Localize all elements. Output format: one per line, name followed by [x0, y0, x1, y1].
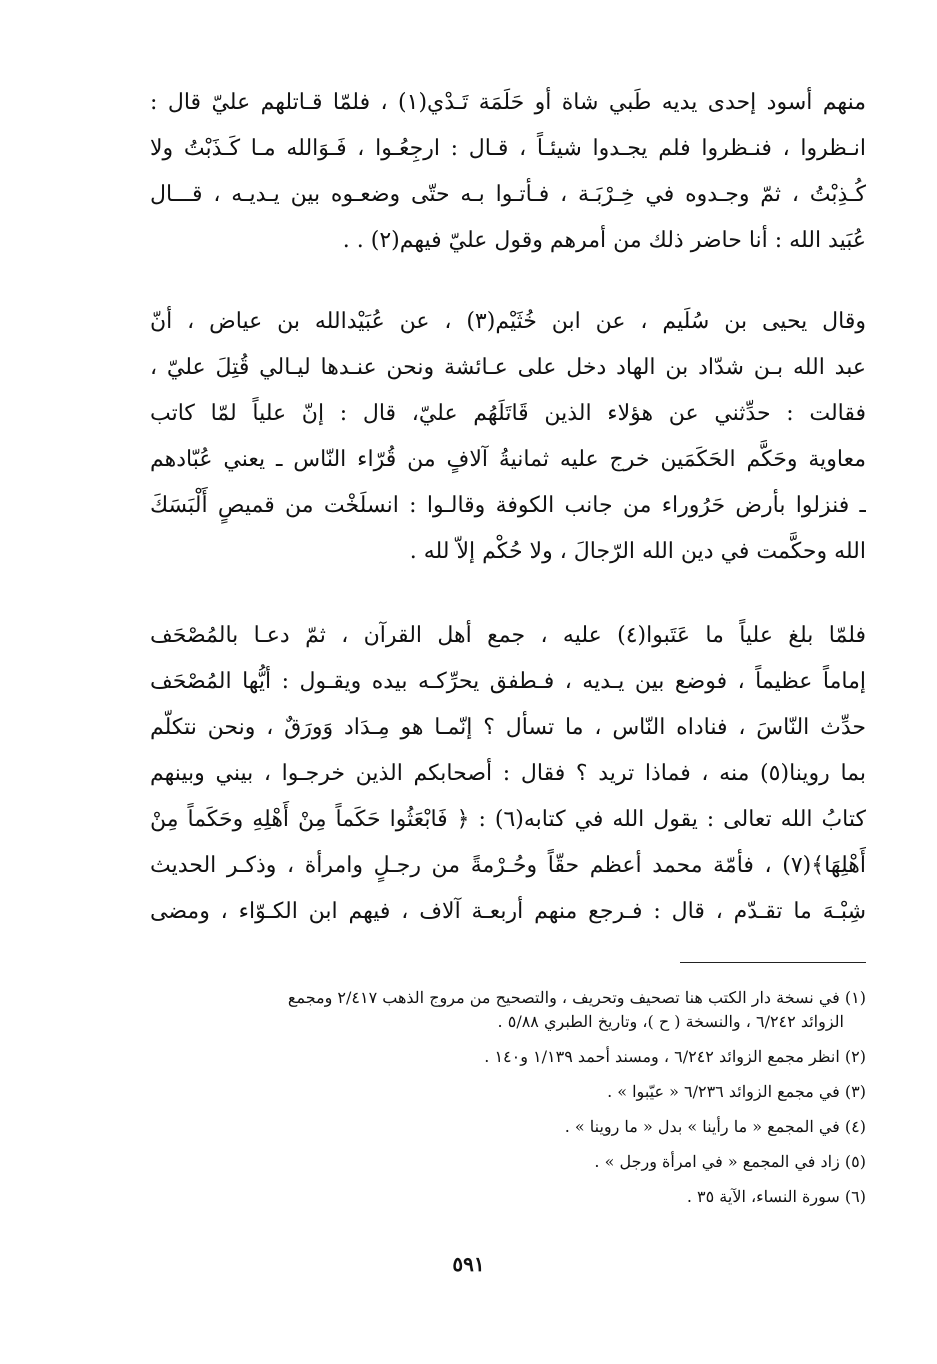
paragraph-2	[150, 299, 866, 575]
text-line: حدِّث النّاسَ ، فناداه النّاس ، ما تسأل ؟ إنّمـا هو مِـدَاد وَورَقٌ ، ونحن نتكلّم	[150, 715, 866, 740]
footnote-line: (٦) سورة النساء، الآية ٣٥ .	[686, 1187, 866, 1206]
text-line: شِبْـهَ ما تقـدّم ، قال : فـرجع منهم أربعـة آلاف ، فيهم ابن الكـوّاء ، ومضى	[150, 899, 866, 924]
footnote-line: (١) في نسخة دار الكتب هنا تصحيف وتحريف ، والتصحيح من مروج الذهب ٢/٤١٧ ومجمع	[287, 988, 866, 1007]
page-number: ٥٩١	[452, 1252, 485, 1276]
footnotes	[150, 986, 866, 1220]
footnote-line: الزوائد ٦/٢٤٢ ، والنسخة ( ح )، وتاريخ الطبري ٥/٨٨ .	[497, 1012, 844, 1031]
footnote-4	[150, 1115, 866, 1139]
footnote-6	[150, 1185, 866, 1209]
text-line: انـظروا ، فنـظروا فلم يجـدوا شيئـاً ، قـال : ارجِعُـوا ، فَـوَالله مـا كَـذَبْتُ ولا	[150, 136, 866, 161]
text-line: بما روينا(٥) منه ، فماذا تريد ؟ فقال : أصحابكم الذين خرجـوا ، بيني وبينهم	[150, 761, 866, 786]
footnote-2	[150, 1045, 866, 1069]
footnote-separator	[680, 962, 866, 963]
paragraph-3	[150, 613, 866, 935]
footnote-3	[150, 1080, 866, 1104]
text-line: فلمّا بلغ علياً ما عَتَبوا(٤) عليه ، جمع أهل القرآن ، ثمّ دعـا بالمُصْحَف	[150, 623, 866, 648]
footnote-line: (٢) انظر مجمع الزوائد ٦/٢٤٢ ، ومسند أحمد ١/١٣٩ و١٤٠ .	[484, 1047, 866, 1066]
footnote-line: (٤) في المجمع « ما رأينا » بدل « ما روينا » .	[564, 1117, 866, 1136]
text-line: عُبَيد الله : أنا حاضر ذلك من أمرهم وقول عليّ فيهم(٢) . .	[342, 228, 866, 253]
paragraph-1	[150, 80, 866, 264]
footnote-line: (٥) زاد في المجمع « في امرأة ورجل » .	[594, 1152, 866, 1171]
text-line: أَهْلِهَا﴾(٧) ، فأمّة محمد أعظم حقّاً وحُـرْمةً من رجـلٍ وامرأة ، وذكـر الحديث	[150, 853, 866, 878]
text-line: إماماً عظيماً ، فوضع بين يـديه ، فـطفق يحرِّكـه بيده ويقـول : أيُّها المُصْحَف	[150, 669, 866, 694]
text-line: ـ فنزلوا بأرض حَرُوراء من جانب الكوفة وقالـوا : انسلَخْت من قميصٍ أَلْبَسَكَ	[150, 493, 866, 518]
text-line: وقال يحيى بن سُلَيم ، عن ابن خُثَيْم(٣) ، عن عُبَيْدالله بن عياض ، أنّ	[150, 309, 866, 334]
text-line: منهم أسود إحدى يديه طَبي شاة أو حَلَمَة تَـدْي(١) ، فلمّا قـاتلهم عليّ قال :	[150, 90, 866, 115]
footnote-line: (٣) في مجمع الزوائد ٦/٢٣٦ « عيّبوا » .	[607, 1082, 866, 1101]
footnote-5	[150, 1150, 866, 1174]
text-line: كتابُ الله تعالى : يقول الله في كتابه(٦) : ﴿ فَابْعَثُوا حَكَماً مِنْ أَهْلِهِ وحَكَماً مِنْ	[150, 807, 866, 832]
text-line: فقالت : حدِّثني عن هؤلاء الذين قَاتَلَهُم عليّ، قال : إنّ علياً لمّا كاتب	[150, 401, 866, 426]
text-line: معاوية وحَكَّم الحَكَمَين خرج عليه ثمانيةُ آلافٍ من قُرّاء النّاس ـ يعني عُبّادهم	[150, 447, 866, 472]
footnote-1	[150, 986, 866, 1034]
text-line: الله وحكَّمت في دين الله الرّجالَ ، ولا حُكْم إلاّ لله .	[409, 539, 866, 564]
text-line: عبد الله بـن شدّاد بن الهاد دخل على عـائشة ونحن عنـدها ليـالي قُتِلَ عليّ ،	[150, 355, 866, 380]
text-line: كُـذِبْتُ ، ثمّ وجـدوه في خِـرْبَـة ، فـأتـوا بـه حتّى وضعـوه بين يـديـه ، قـــال	[150, 182, 866, 207]
